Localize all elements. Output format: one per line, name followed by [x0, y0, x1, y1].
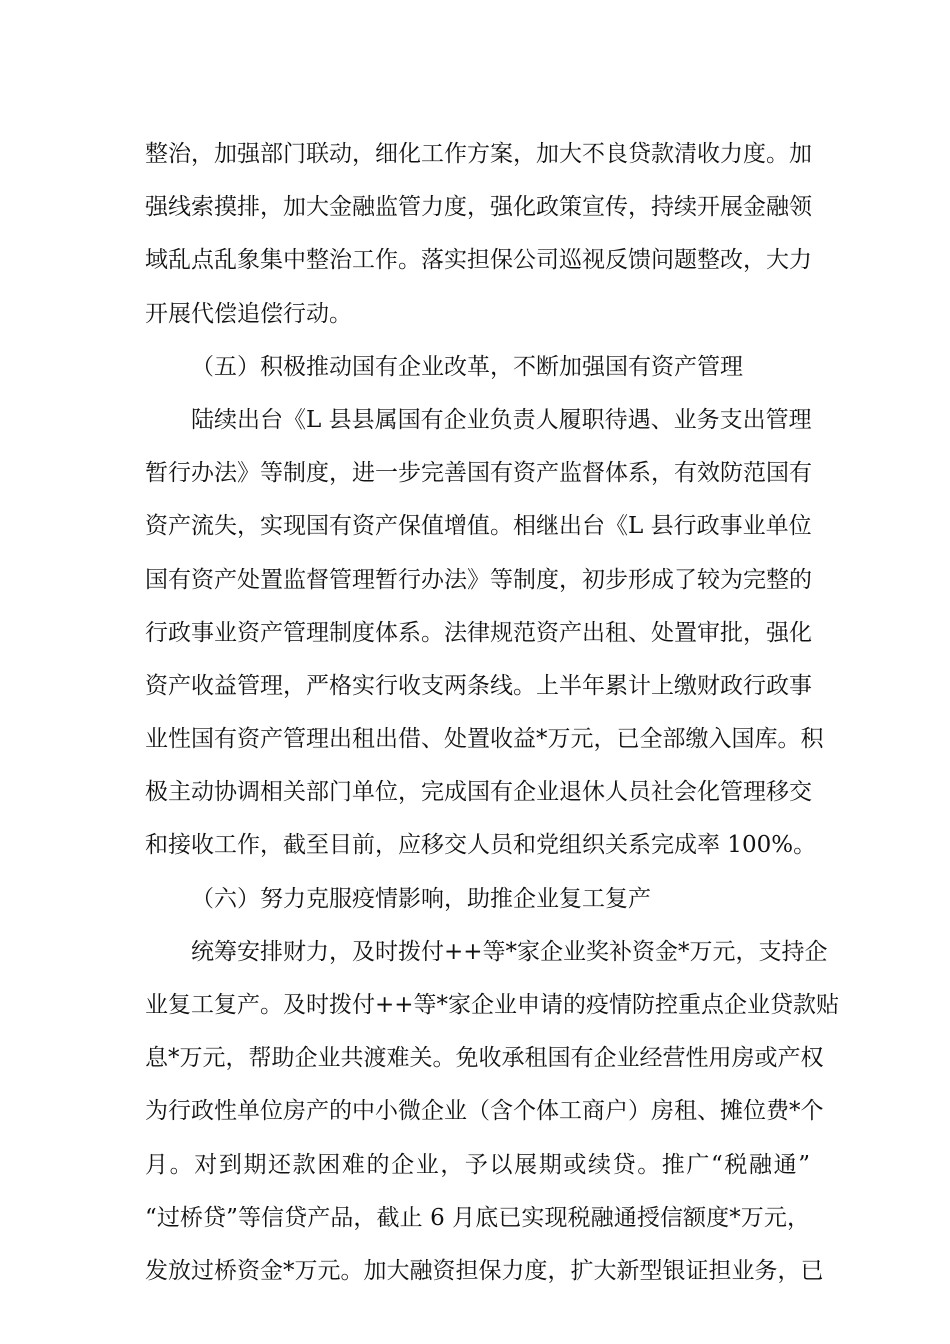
body-text-line: 暂行办法》等制度，进一步完善国有资产监督体系，有效防范国有 [145, 460, 812, 487]
body-text-line: 开展代偿追偿行动。 [145, 300, 352, 327]
document-body [145, 128, 840, 1298]
body-text-line: 为行政性单位房产的中小微企业（含个体工商户）房租、摊位费*个 [145, 1098, 824, 1125]
body-text-line: 统筹安排财力，及时拨付++等*家企业奖补资金*万元，支持企 [191, 938, 828, 965]
body-text-line: 整治，加强部门联动，细化工作方案，加大不良贷款清收力度。加 [145, 141, 812, 167]
body-text-line: 月。对到期还款困难的企业，予以展期或续贷。推广“税融通” [145, 1151, 810, 1178]
body-text-line: “过桥贷”等信贷产品，截止 6 月底已实现税融通授信额度*万元， [145, 1204, 810, 1231]
body-text-line: 息*万元，帮助企业共渡难关。免收承租国有企业经营性用房或产权 [145, 1045, 824, 1072]
body-text-line: 极主动协调相关部门单位，完成国有企业退休人员社会化管理移交 [145, 779, 812, 806]
body-text-line: 行政事业资产管理制度体系。法律规范资产出租、处置审批，强化 [145, 619, 812, 646]
body-text-line: 国有资产处置监督管理暂行办法》等制度，初步形成了较为完整的 [145, 566, 812, 593]
body-text-line: 资产流失，实现国有资产保值增值。相继出台《L 县行政事业单位 [145, 513, 812, 540]
body-text-line: 业复工复产。及时拨付++等*家企业申请的疫情防控重点企业贷款贴 [145, 992, 840, 1018]
body-text-line: 陆续出台《L 县县属国有企业负责人履职待遇、业务支出管理 [191, 406, 812, 433]
body-text-line: 强线索摸排，加大金融监管力度，强化政策宣传，持续开展金融领 [145, 194, 812, 221]
body-text-line: 资产收益管理，严格实行收支两条线。上半年累计上缴财政行政事 [145, 672, 812, 699]
section-heading: （六）努力克服疫情影响，助推企业复工复产 [191, 885, 651, 912]
body-text-line: 和接收工作，截至目前，应移交人员和党组织关系完成率 100%。 [145, 832, 817, 859]
section-heading: （五）积极推动国有企业改革，不断加强国有资产管理 [191, 353, 743, 380]
body-text-line: 域乱点乱象集中整治工作。落实担保公司巡视反馈问题整改，大力 [145, 247, 812, 274]
body-text-line: 发放过桥资金*万元。加大融资担保力度，扩大新型银证担业务，已 [145, 1257, 824, 1284]
body-text-line: 业性国有资产管理出租出借、处置收益*万元，已全部缴入国库。积 [145, 726, 824, 753]
